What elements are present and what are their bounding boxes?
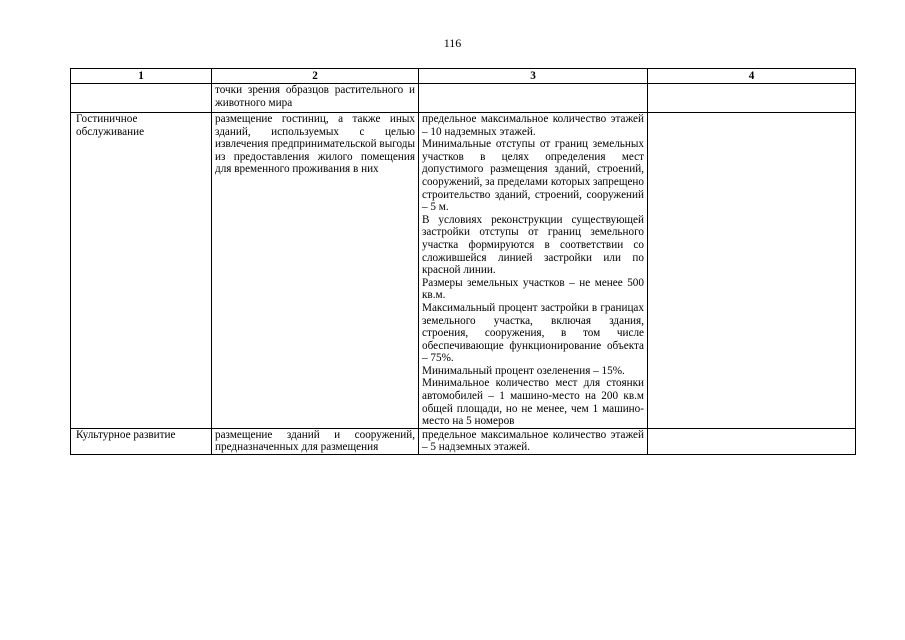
header-col-2: 2 xyxy=(212,69,419,84)
cell-parameters xyxy=(419,113,648,429)
cell-notes xyxy=(648,113,856,429)
cell-use-type: Культурное развитие xyxy=(71,428,212,454)
cell-use-description xyxy=(212,428,419,454)
cell-parameters xyxy=(419,84,648,113)
cell-use-description xyxy=(212,84,419,113)
parameter-paragraph: Минимальное количество мест для стоянки автомобилей – 1 машино-место на 200 кв.м общей площади, но не менее, чем 1 машино-место на 5 номеров xyxy=(422,377,644,428)
description-paragraph: размещение зданий и сооружений, предназначенных для размещения xyxy=(215,428,415,454)
parameter-paragraph: Максимальный процент застройки в границах земельного участка, включая здания, строения, сооружения, в том числе обеспечивающие функционирование объекта – 75%. xyxy=(422,301,644,365)
cell-use-type: Гостиничное обслуживание xyxy=(71,113,212,429)
parameter-paragraph: Размеры земельных участков – не менее 500 кв.м. xyxy=(422,276,644,302)
parameter-paragraph: Минимальные отступы от границ земельных участков в целях определения мест допустимого размещения зданий, строений, сооружений, за пределами которых запрещено строительство зданий, строений, сооружений – 5 м. xyxy=(422,138,644,214)
parameter-paragraph: предельное максимальное количество этажей – 5 надземных этажей. xyxy=(422,428,644,454)
cell-notes xyxy=(648,428,856,454)
cell-use-description xyxy=(212,113,419,429)
page-number: 116 xyxy=(443,36,462,50)
header-col-1: 1 xyxy=(71,69,212,84)
parameter-paragraph: предельное максимальное количество этажей – 10 надземных этажей. xyxy=(422,113,644,138)
cell-notes xyxy=(648,84,856,113)
cell-use-type xyxy=(71,84,212,113)
zoning-table xyxy=(70,68,856,455)
description-paragraph: размещение гостиниц, а также иных зданий, используемых с целью извлечения предпринимательской выгоды из предоставления жилого помещения для временного проживания в них xyxy=(215,113,415,176)
header-col-4: 4 xyxy=(648,69,856,84)
table-header-row xyxy=(71,69,856,84)
table-row xyxy=(71,113,856,429)
description-paragraph: точки зрения образцов растительного и животного мира xyxy=(215,84,415,109)
parameter-paragraph: В условиях реконструкции существующей застройки отступы от границ земельного участка формируются в соответствии со сложившейся линией застройки или по красной линии. xyxy=(422,213,644,277)
table-row xyxy=(71,84,856,113)
header-col-3: 3 xyxy=(419,69,648,84)
cell-parameters xyxy=(419,428,648,454)
parameter-paragraph: Минимальный процент озеленения – 15%. xyxy=(422,364,625,377)
table-row xyxy=(71,428,856,454)
